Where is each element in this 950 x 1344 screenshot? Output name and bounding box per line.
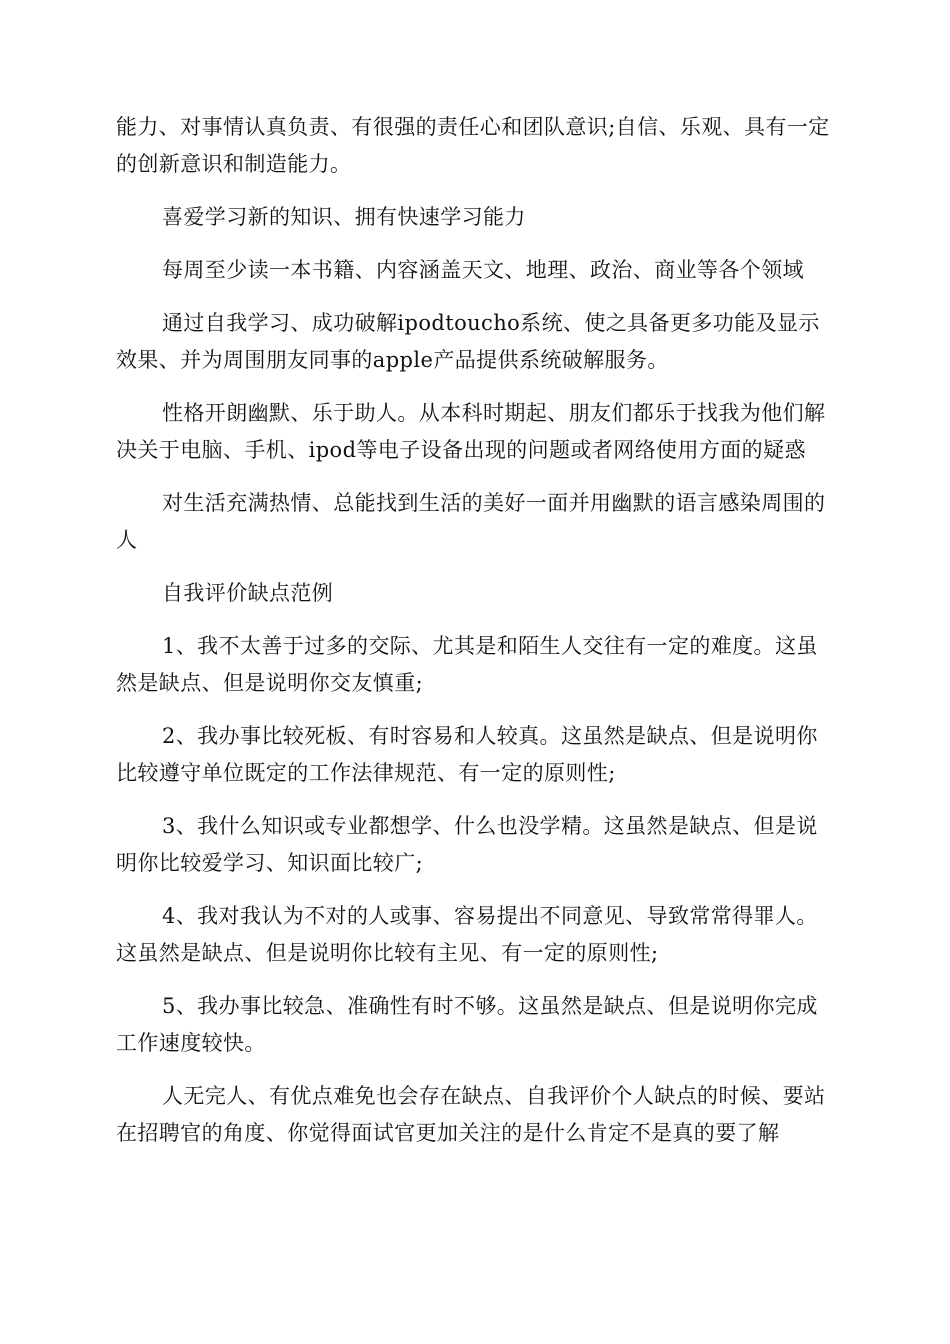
weakness-item-3: 3、我什么知识或专业都想学、什么也没学精。这虽然是缺点、但是说明你比较爱学习、知识面比较广; — [116, 814, 818, 875]
document-body — [116, 109, 836, 1168]
paragraph-reading: 每周至少读一本书籍、内容涵盖天文、地理、政治、商业等各个领域 — [162, 258, 804, 282]
paragraph-conclusion: 人无完人、有优点难免也会存在缺点、自我评价个人缺点的时候、要站在招聘官的角度、你觉得面试官更加关注的是什么肯定不是真的要了解 — [116, 1084, 826, 1145]
section-heading-weaknesses: 自我评价缺点范例 — [162, 581, 334, 605]
paragraph-continuation: 能力、对事情认真负责、有很强的责任心和团队意识;自信、乐观、具有一定的创新意识和制造能力。 — [116, 115, 830, 176]
weakness-item-2: 2、我办事比较死板、有时容易和人较真。这虽然是缺点、但是说明你比较遵守单位既定的工作法律规范、有一定的原则性; — [116, 724, 818, 785]
weakness-item-4: 4、我对我认为不对的人或事、容易提出不同意见、导致常常得罪人。这虽然是缺点、但是说明你比较有主见、有一定的原则性; — [116, 904, 818, 965]
weakness-item-1: 1、我不太善于过多的交际、尤其是和陌生人交往有一定的难度。这虽然是缺点、但是说明你交友慎重; — [116, 634, 818, 695]
paragraph-personality: 性格开朗幽默、乐于助人。从本科时期起、朋友们都乐于找我为他们解决关于电脑、手机、ipod等电子设备出现的问题或者网络使用方面的疑惑 — [116, 401, 826, 462]
paragraph-self-study: 通过自我学习、成功破解ipodtoucho系统、使之具备更多功能及显示效果、并为周围朋友同事的apple产品提供系统破解服务。 — [116, 311, 820, 372]
weakness-item-5: 5、我办事比较急、准确性有时不够。这虽然是缺点、但是说明你完成工作速度较快。 — [116, 994, 818, 1055]
paragraph-enthusiasm: 对生活充满热情、总能找到生活的美好一面并用幽默的语言感染周围的人 — [116, 491, 826, 552]
paragraph-learning: 喜爱学习新的知识、拥有快速学习能力 — [162, 205, 526, 229]
